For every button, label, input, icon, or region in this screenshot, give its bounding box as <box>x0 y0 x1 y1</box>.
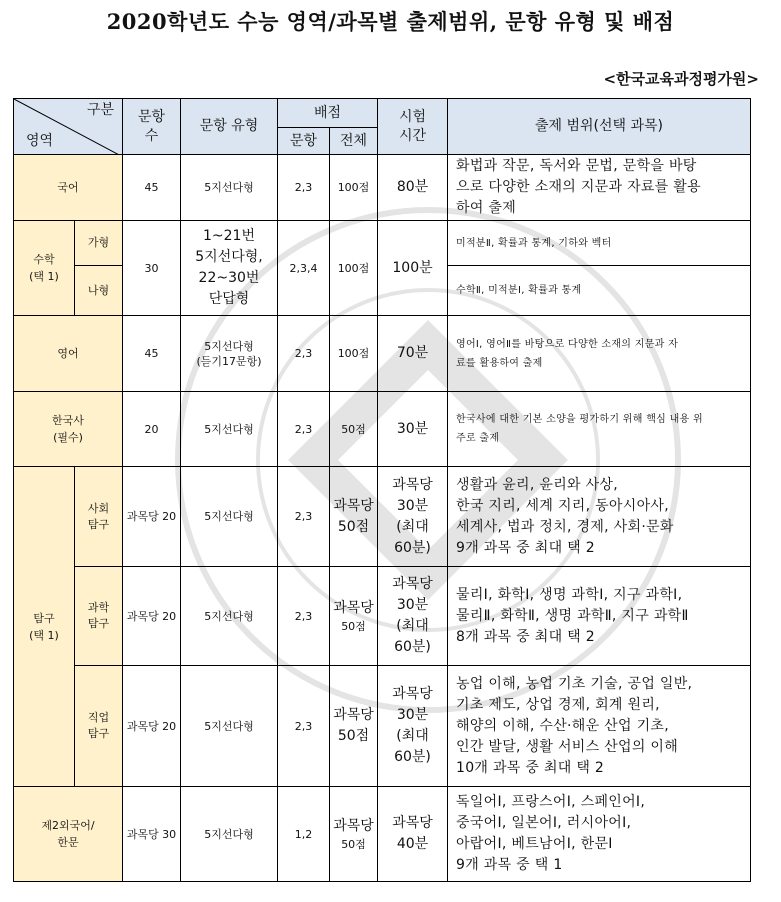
count-social: 과목당 20 <box>123 467 181 567</box>
sub-math-a: 가형 <box>75 221 123 266</box>
score-total-foreign: 과목당 50점 <box>330 787 378 882</box>
time-vocational: 과목당 30분 (최대 60분) <box>378 666 448 787</box>
header-category-area <box>14 99 123 155</box>
sub-math-b: 나형 <box>75 266 123 316</box>
header-area: 영역 <box>26 133 54 149</box>
count-vocational: 과목당 20 <box>123 666 181 787</box>
sub-science: 과학 탐구 <box>75 567 123 666</box>
area-math: 수학 (택 1) <box>14 221 75 316</box>
sub-vocational: 직업 탐구 <box>75 666 123 787</box>
range-social: 생활과 윤리, 윤리와 사상, 한국 지리, 세계 지리, 동아시아사, 세계사, 법과 정치, 경제, 사회·문화 9개 과목 중 최대 택 2 <box>448 467 751 567</box>
score-total-english: 100점 <box>330 316 378 392</box>
header-time: 시험 시간 <box>378 99 448 155</box>
type-math: 1~21번 5지선다형, 22~30번 단답형 <box>181 221 278 316</box>
time-history: 30분 <box>378 392 448 467</box>
table-row-english <box>14 316 751 392</box>
range-english: 영어Ⅰ, 영어Ⅱ를 바탕으로 다양한 소재의 지문과 자 료를 활용하여 출제 <box>448 316 751 392</box>
score-item-english: 2,3 <box>278 316 330 392</box>
range-history: 한국사에 대한 기본 소양을 평가하기 위해 핵심 내용 위 주로 출제 <box>448 392 751 467</box>
header-num-items: 문항 수 <box>123 99 181 155</box>
type-science: 5지선다형 <box>181 567 278 666</box>
score-total-science: 과목당 50점 <box>330 567 378 666</box>
time-social: 과목당 30분 (최대 60분) <box>378 467 448 567</box>
score-total-history: 50점 <box>330 392 378 467</box>
table-row-korean <box>14 155 751 221</box>
table-row-history <box>14 392 751 467</box>
header-score: 배점 <box>278 99 378 128</box>
header-range: 출제 범위(선택 과목) <box>448 99 751 155</box>
page-title: 2020학년도 수능 영역/과목별 출제범위, 문항 유형 및 배점 <box>106 9 675 34</box>
type-foreign: 5지선다형 <box>181 787 278 882</box>
header-score-total: 전체 <box>330 128 378 155</box>
exam-table <box>13 98 751 882</box>
count-science: 과목당 20 <box>123 567 181 666</box>
header-score-item: 문항 <box>278 128 330 155</box>
count-english: 45 <box>123 316 181 392</box>
count-korean: 45 <box>123 155 181 221</box>
range-korean: 화법과 작문, 독서와 문법, 문학을 바탕 으로 다양한 소재의 지문과 자료를 활용 하여 출제 <box>448 155 751 221</box>
time-korean: 80분 <box>378 155 448 221</box>
score-total-korean: 100점 <box>330 155 378 221</box>
score-total-vocational: 과목당 50점 <box>330 666 378 787</box>
table-row-explore-science <box>14 567 751 666</box>
table-row-explore-vocational <box>14 666 751 787</box>
range-vocational: 농업 이해, 농업 기초 기술, 공업 일반, 기초 제도, 상업 경제, 회계 원리, 해양의 이해, 수산·해운 산업 기초, 인간 발달, 생활 서비스 산업의 이해 10개 과목 중 최대 택 2 <box>448 666 751 787</box>
score-total-social: 과목당 50점 <box>330 467 378 567</box>
score-item-vocational: 2,3 <box>278 666 330 787</box>
table-row-explore-social <box>14 467 751 567</box>
sub-social: 사회 탐구 <box>75 467 123 567</box>
area-explore: 탐구 (택 1) <box>14 467 75 787</box>
area-foreign: 제2외국어/ 한문 <box>14 787 123 882</box>
time-math: 100분 <box>378 221 448 316</box>
header-category: 구분 <box>86 102 114 118</box>
score-total-math: 100점 <box>330 221 378 316</box>
range-foreign: 독일어Ⅰ, 프랑스어Ⅰ, 스페인어Ⅰ, 중국어Ⅰ, 일본어Ⅰ, 러시아어Ⅰ, 아랍어Ⅰ, 베트남어Ⅰ, 한문Ⅰ 9개 과목 중 택 1 <box>448 787 751 882</box>
table-row-math-a <box>14 221 751 266</box>
area-english: 영어 <box>14 316 123 392</box>
range-math-a: 미적분Ⅱ, 확률과 통계, 기하와 벡터 <box>448 221 751 266</box>
count-foreign: 과목당 30 <box>123 787 181 882</box>
range-math-b: 수학Ⅱ, 미적분Ⅰ, 확률과 통계 <box>448 266 751 316</box>
score-item-math: 2,3,4 <box>278 221 330 316</box>
type-vocational: 5지선다형 <box>181 666 278 787</box>
area-korean: 국어 <box>14 155 123 221</box>
count-history: 20 <box>123 392 181 467</box>
source-label: <한국교육과정평가원> <box>603 70 759 88</box>
type-english: 5지선다형 (듣기17문항) <box>181 316 278 392</box>
type-social: 5지선다형 <box>181 467 278 567</box>
count-math: 30 <box>123 221 181 316</box>
time-english: 70분 <box>378 316 448 392</box>
header-item-type: 문항 유형 <box>181 99 278 155</box>
type-history: 5지선다형 <box>181 392 278 467</box>
score-item-foreign: 1,2 <box>278 787 330 882</box>
area-history: 한국사 (필수) <box>14 392 123 467</box>
score-item-social: 2,3 <box>278 467 330 567</box>
time-foreign: 과목당 40분 <box>378 787 448 882</box>
score-item-korean: 2,3 <box>278 155 330 221</box>
score-item-history: 2,3 <box>278 392 330 467</box>
type-korean: 5지선다형 <box>181 155 278 221</box>
time-science: 과목당 30분 (최대 60분) <box>378 567 448 666</box>
score-item-science: 2,3 <box>278 567 330 666</box>
table-row-foreign <box>14 787 751 882</box>
range-science: 물리Ⅰ, 화학Ⅰ, 생명 과학Ⅰ, 지구 과학Ⅰ, 물리Ⅱ, 화학Ⅱ, 생명 과학Ⅱ, 지구 과학Ⅱ 8개 과목 중 최대 택 2 <box>448 567 751 666</box>
